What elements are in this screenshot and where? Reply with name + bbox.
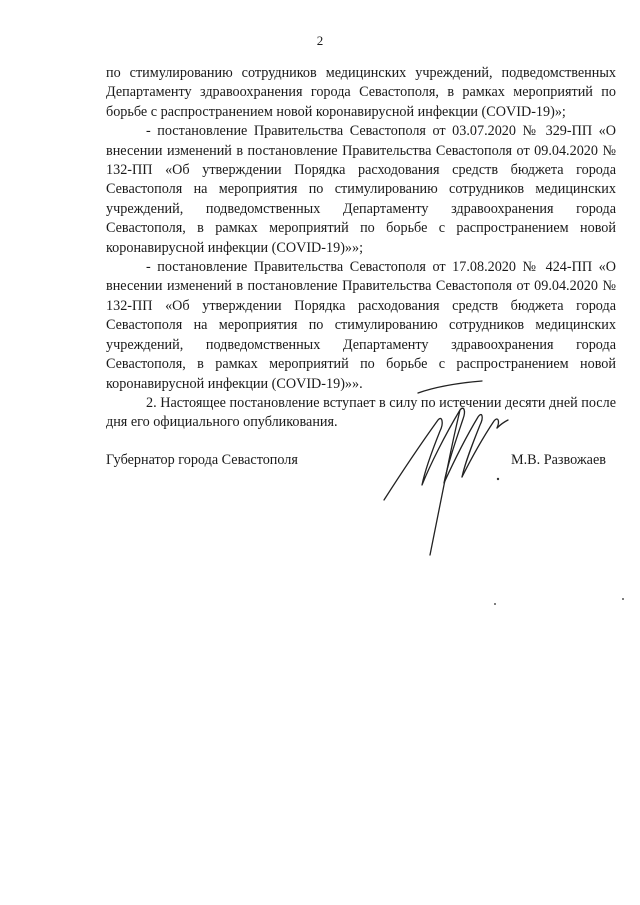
paragraph-3: - постановление Правительства Севастополя от 17.08.2020 № 424-ПП «О внесении изменений в постановление Правительства Севастополя от 09.04.2020 № 132-ПП «Об утверждении Порядка расходования средств бюджета города Севастополя на мероприятия по стимулированию сотрудников медицинских учреждений, подведомственных Департаменту здравоохранения города Севастополя, в рамках мероприятий по борьбе с распространением новой коронавирусной инфекции (COVID-19)»». <box>106 259 616 392</box>
paragraph-2: - постановление Правительства Севастополя от 03.07.2020 № 329-ПП «О внесении изменений в постановление Правительства Севастополя от 09.04.2020 № 132-ПП «Об утверждении Порядка расходования средств бюджета города Севастополя на мероприятия по стимулированию сотрудников медицинских учреждений, подведомственных Департаменту здравоохранения города Севастополя, в рамках мероприятий по борьбе с распространением новой коронавирусной инфекции (COVID-19)»»; <box>106 123 616 256</box>
handwritten-signature <box>370 365 570 565</box>
scan-speck <box>622 598 624 600</box>
paragraph-4: 2. Настоящее постановление вступает в силу по истечении десяти дней после дня его официального опубликования. <box>106 394 616 431</box>
signatory-name: М.В. Развожаев <box>511 452 606 468</box>
scan-speck <box>494 603 496 605</box>
paragraph-1: по стимулированию сотрудников медицинских учреждений, подведомственных Департаменту здравоохранения города Севастополя, в рамках мероприятий по борьбе с распространением новой коронавирусной инфекции (COVID-19)»; <box>106 65 616 120</box>
signatory-title: Губернатор города Севастополя <box>106 452 298 468</box>
page-number: 2 <box>316 33 324 48</box>
